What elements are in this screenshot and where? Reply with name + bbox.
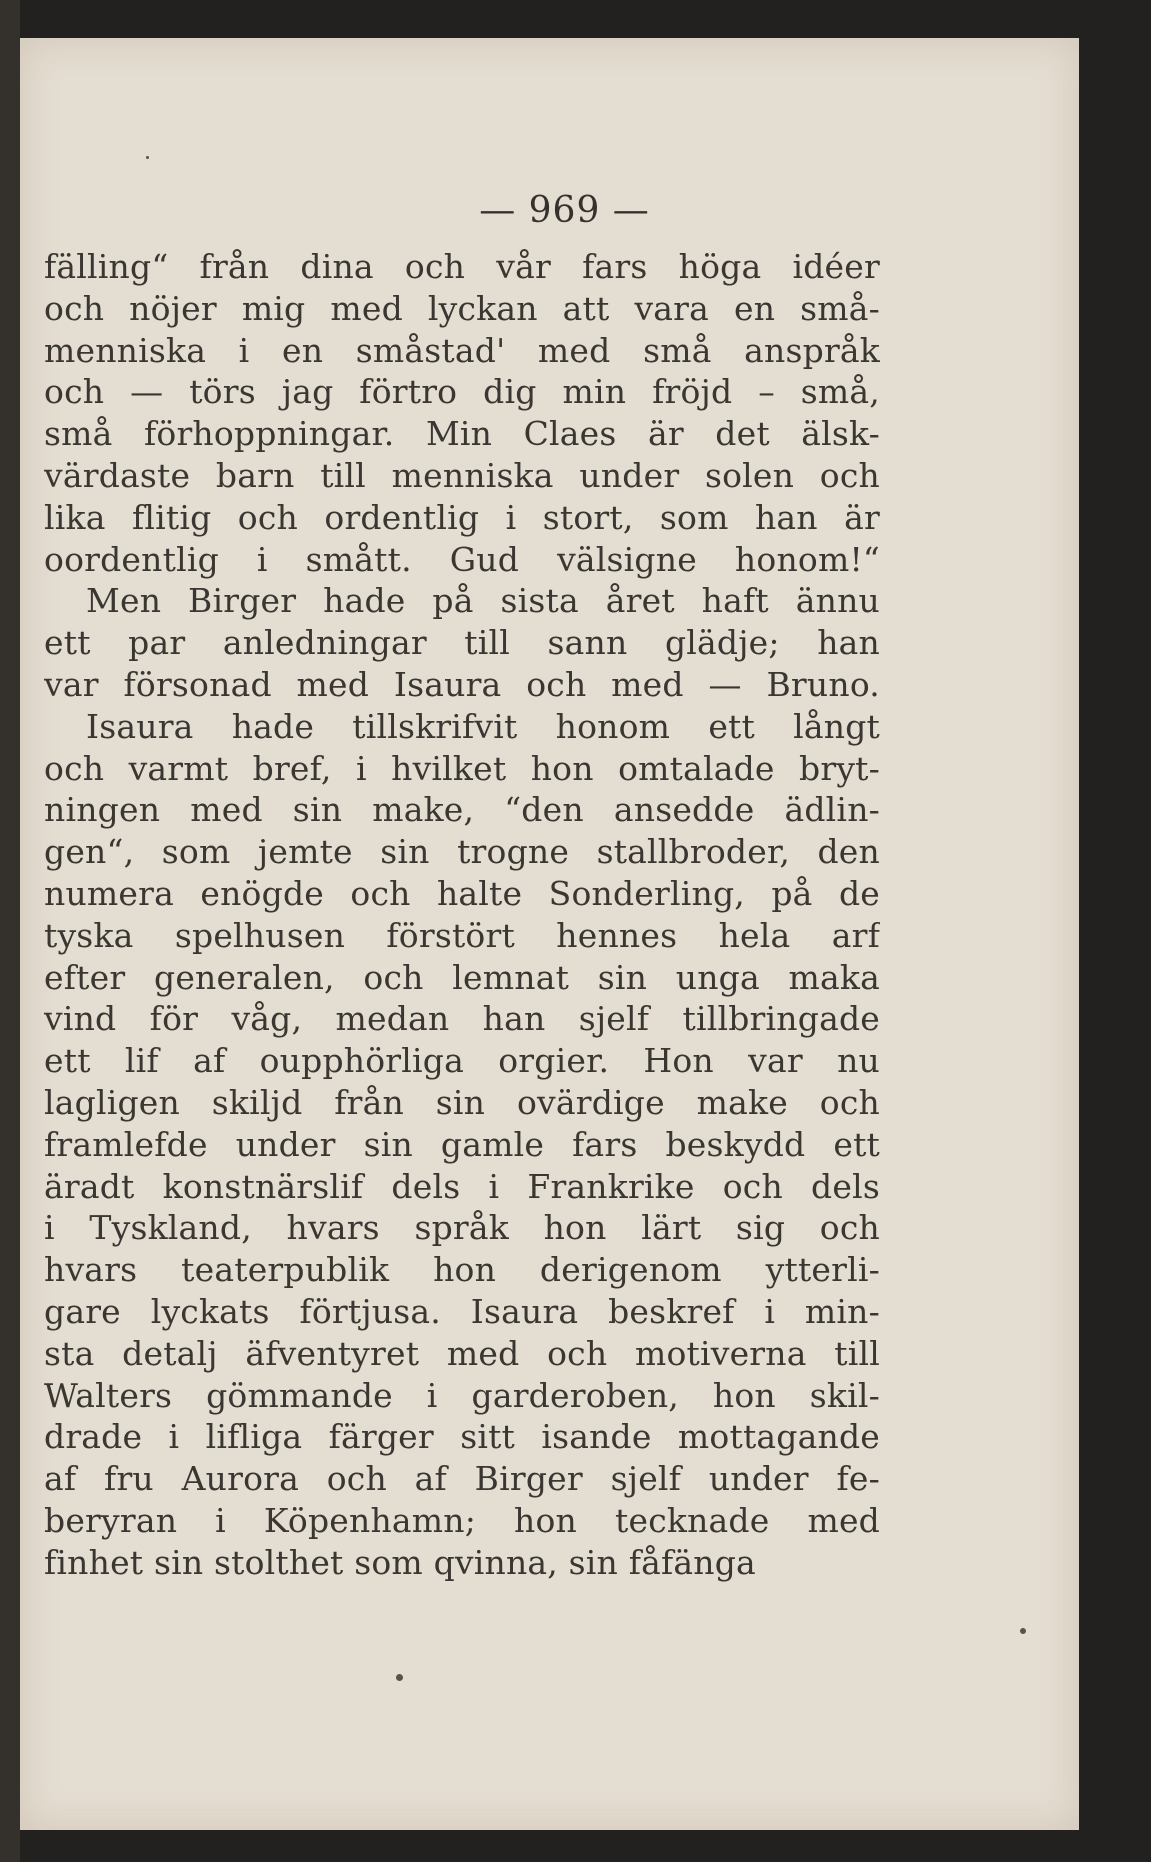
text-line: oordentlig i smått. Gud välsigne honom!“	[44, 539, 880, 579]
text-line: framlefde under sin gamle fars beskydd ett	[44, 1124, 880, 1164]
text-line: i Tyskland, hvars språk hon lärt sig och	[44, 1208, 880, 1248]
text-line: lagligen skiljd från sin ovärdige make och	[44, 1082, 880, 1122]
text-line: gen“, som jemte sin trogne stallbroder, den	[44, 832, 880, 872]
text-line: tyska spelhusen förstört hennes hela arf	[44, 915, 880, 955]
text-line: fälling“ från dina och vår fars höga idéer	[44, 247, 880, 286]
body-text	[44, 246, 880, 1584]
text-line: drade i lifliga färger sitt isande mottagande	[44, 1417, 880, 1457]
text-line: och varmt bref, i hvilket hon omtalade bryt-	[44, 748, 880, 788]
text-line: Men Birger hade på sista året haft ännu	[86, 581, 880, 621]
text-line: sta detalj äfventyret med och motiverna till	[44, 1333, 880, 1373]
text-line: ett lif af oupphörliga orgier. Hon var nu	[44, 1041, 880, 1081]
text-line: finhet sin stolthet som qvinna, sin fåfänga	[44, 1542, 756, 1582]
text-line: af fru Aurora och af Birger sjelf under fe-	[44, 1459, 880, 1499]
text-line: Walters gömmande i garderoben, hon skil-	[44, 1375, 880, 1415]
page-number: — 969 —	[479, 190, 650, 231]
text-line: gare lyckats förtjusa. Isaura beskref i min-	[44, 1291, 880, 1331]
text-line: var försonad med Isaura och med — Bruno.	[44, 664, 880, 704]
text-line: äradt konstnärslif dels i Frankrike och dels	[44, 1166, 880, 1206]
text-line: och — törs jag förtro dig min fröjd – små,	[44, 372, 880, 412]
ink-speck	[396, 1674, 403, 1681]
text-line: hvars teaterpublik hon derigenom ytterli-	[44, 1250, 880, 1290]
text-line: numera enögde och halte Sonderling, på de	[44, 873, 880, 913]
book-page	[20, 38, 1079, 1830]
text-line: små förhoppningar. Min Claes är det älsk-	[44, 414, 880, 454]
text-line: värdaste barn till menniska under solen och	[44, 455, 880, 495]
text-line: vind för våg, medan han sjelf tillbringade	[44, 999, 880, 1039]
ink-speck	[146, 156, 149, 159]
text-line: och nöjer mig med lyckan att vara en små-	[44, 288, 880, 328]
text-line: ningen med sin make, “den ansedde ädlin-	[44, 790, 880, 830]
text-line: beryran i Köpenhamn; hon tecknade med	[44, 1500, 880, 1540]
ink-speck	[1020, 1628, 1026, 1634]
text-line: menniska i en småstad' med små anspråk	[44, 330, 880, 370]
text-line: lika flitig och ordentlig i stort, som han är	[44, 497, 880, 537]
text-line: Isaura hade tillskrifvit honom ett långt	[86, 706, 880, 746]
book-spine-edge	[0, 0, 20, 1862]
text-line: efter generalen, och lemnat sin unga maka	[44, 957, 880, 997]
text-line: ett par anledningar till sann glädje; han	[44, 623, 880, 663]
